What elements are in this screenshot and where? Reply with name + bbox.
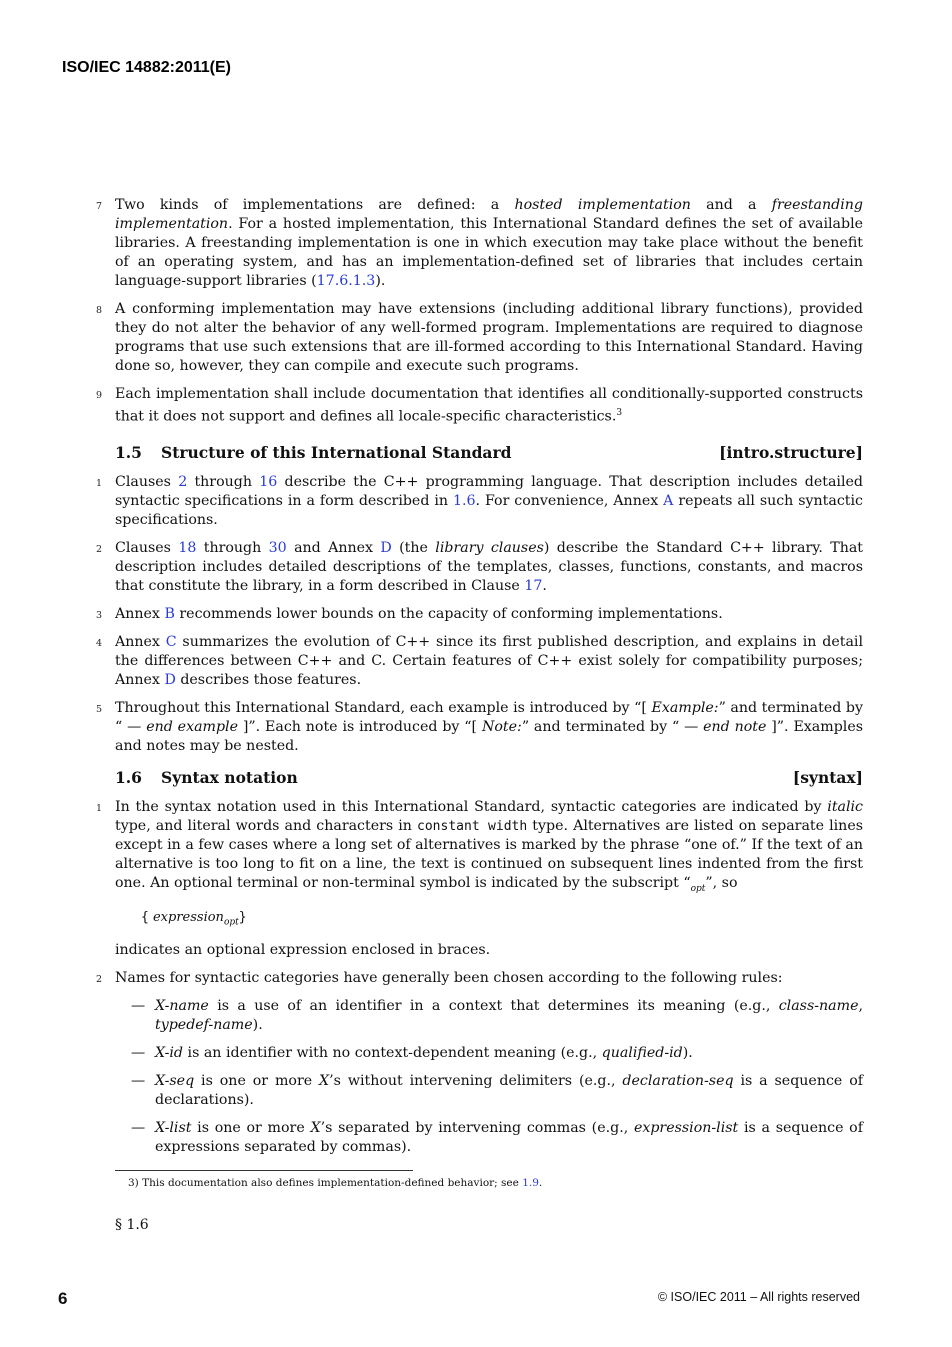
text-run: A conforming implementation may have extensions (including additional library functions), provided they do not alter the behavior of any well-formed program. Implementations are required to diagnose programs that use such extensions that are ill-formed according to this International Standard. Having done so, however, they can compile and execute such programs. <box>115 301 863 374</box>
cross-reference-link[interactable]: D <box>380 539 392 556</box>
code-open-brace: { <box>141 909 149 925</box>
text-run: Annex <box>115 605 165 622</box>
text-run: Names for syntactic categories have generally been chosen according to the following rules: <box>115 970 783 987</box>
text-run: ]”. Examples and notes may be nested. <box>115 718 864 754</box>
paragraph-number: 4 <box>95 637 102 649</box>
paragraph-1-6-2 <box>95 969 863 988</box>
section-title-1-6 <box>115 768 298 787</box>
cross-reference-link[interactable]: 17.6.1.3 <box>316 273 376 289</box>
code-subscript: opt <box>223 917 239 928</box>
italic-text: X <box>319 1073 330 1090</box>
italic-text: X-id <box>155 1045 184 1062</box>
paragraph-number: 1 <box>95 477 102 489</box>
italic-text: typedef-name <box>155 1017 253 1034</box>
text-run: Throughout this International Standard, each example is introduced by “[ <box>115 699 652 716</box>
paragraph <box>95 473 863 530</box>
paragraph-number: 3 <box>95 609 102 621</box>
cross-reference-link[interactable]: 2 <box>178 473 188 490</box>
text-run: recommends lower bounds on the capacity of conforming implementations. <box>174 605 723 622</box>
copyright-notice: © ISO/IEC 2011 – All rights reserved <box>657 1290 860 1304</box>
bullet-dash: — <box>131 1073 146 1090</box>
text-run: Two kinds of implementations are defined: a <box>115 197 515 213</box>
cross-reference-link[interactable]: A <box>663 492 674 509</box>
italic-text: qualified-id <box>601 1045 683 1062</box>
text-run: through <box>196 539 269 556</box>
italic-text: declaration-seq <box>622 1073 734 1090</box>
bullet-item <box>115 1072 863 1110</box>
section-heading-1-5 <box>115 443 863 462</box>
text-run: and Annex <box>286 539 381 556</box>
italic-text: Note: <box>481 718 522 735</box>
cross-reference-link[interactable]: D <box>164 671 176 688</box>
section-number: 1.5 <box>115 442 142 462</box>
text-run: describe the C++ programming language. That description includes detailed syntactic specifications in a form described in <box>115 473 863 509</box>
text-run: 3) This documentation also defines implementation-defined behavior; see <box>128 1177 523 1190</box>
paragraph-number: 7 <box>95 201 102 212</box>
text-run: ” and terminated by “ — <box>521 718 704 735</box>
italic-text: class-name <box>778 998 859 1015</box>
section-tag: [syntax] <box>792 767 863 787</box>
paragraph-number: 8 <box>95 305 102 316</box>
text-run: ’s without intervening delimiters (e.g., <box>329 1073 623 1090</box>
section-heading-1-6 <box>115 768 863 787</box>
paragraph-number: 2 <box>95 974 102 986</box>
text-run: type, and literal words and characters in <box>115 817 418 834</box>
code-example <box>141 908 863 933</box>
text-run: ]”. Each note is introduced by “[ <box>238 718 482 735</box>
text-run: ) describe the Standard C++ library. That description includes detailed descriptions of the templates, classes, functions, constants, and macros that constitute the library, in a form described in Clause <box>115 539 864 594</box>
italic-text: freestanding implementation <box>115 197 863 232</box>
text-run: is a sequence of expressions separated by commas). <box>155 1120 863 1156</box>
bullet-dash: — <box>131 1045 146 1062</box>
code-expression: expression <box>152 909 224 925</box>
text-run: . <box>542 577 547 594</box>
section-reference: § 1.6 <box>115 1217 149 1234</box>
section-title-1-5 <box>115 443 511 462</box>
italic-text: library clauses <box>435 539 544 556</box>
page-body <box>95 196 864 1235</box>
footnote-marker[interactable]: 3 <box>616 408 623 418</box>
text-run: type. Alternatives are listed on separate lines except in a few cases where a long set of alternatives is marked by the phrase “one of.” If the text of an alternative is too long to fit on a line, the text is continued on subsequent lines indented from the first one. An optional terminal or non-terminal symbol is indicated by the subscript “ <box>115 817 863 891</box>
section-number: 1.6 <box>115 767 142 787</box>
paragraph-number: 5 <box>95 703 102 715</box>
paragraph <box>95 633 863 690</box>
italic-text: X-name <box>155 998 209 1015</box>
document-header: ISO/IEC 14882:2011(E) <box>62 59 231 76</box>
italic-text: X-list <box>155 1120 192 1137</box>
text-run: is an identifier with no context-dependent meaning (e.g., <box>183 1045 602 1062</box>
cross-reference-link[interactable]: 18 <box>178 539 197 556</box>
text-run: is one or more <box>194 1073 320 1090</box>
cross-reference-link[interactable]: 1.6 <box>452 492 476 509</box>
text-run: Annex <box>115 633 166 650</box>
italic-text: X-seq <box>155 1073 195 1090</box>
section-tag: [intro.structure] <box>719 442 863 462</box>
bullet-dash: — <box>131 998 146 1015</box>
paragraph <box>95 798 863 899</box>
text-run: Each implementation shall include documentation that identifies all conditionally-supported constructs that it does not support and defines all locale-specific characteristics. <box>115 386 863 425</box>
paragraph <box>95 699 864 756</box>
text-run: repeats all such syntactic specifications. <box>115 492 863 528</box>
paragraph <box>95 605 863 624</box>
paragraphs-1-6 <box>95 798 863 899</box>
italic-text: italic <box>827 798 863 815</box>
paragraph-number: 2 <box>95 543 102 555</box>
text-run: ). <box>252 1017 263 1034</box>
text-run: Clauses <box>115 473 179 490</box>
text-run: through <box>187 473 260 490</box>
cross-reference-link[interactable]: 1.9 <box>522 1177 539 1190</box>
cross-reference-link[interactable]: 16 <box>259 473 278 490</box>
text-run: describes those features. <box>175 671 362 688</box>
text-run: . <box>538 1177 543 1190</box>
italic-text: X <box>310 1120 321 1137</box>
italic-text: end example <box>146 718 238 735</box>
text-run: ). <box>682 1045 693 1062</box>
paragraph <box>95 539 864 596</box>
footnote <box>128 1176 863 1190</box>
text-run: . For convenience, Annex <box>475 492 664 509</box>
text-run: and a <box>690 197 772 213</box>
text-run: ’s separated by intervening commas (e.g., <box>320 1120 634 1137</box>
paragraphs-1-5 <box>95 473 864 756</box>
italic-text: end note <box>703 718 767 735</box>
footnote-rule <box>115 1170 413 1171</box>
text-run: In the syntax notation used in this International Standard, syntactic categories are indicated by <box>115 798 828 815</box>
text-run: ”, so <box>705 874 738 891</box>
text-run: ” and terminated by “ — <box>115 699 863 735</box>
paragraph-number: 1 <box>95 802 102 814</box>
cross-reference-link[interactable]: B <box>164 605 175 622</box>
text-run: is one or more <box>191 1120 311 1137</box>
text-run: ). <box>375 273 386 289</box>
text-run: (the <box>391 539 436 556</box>
subscript-text: opt <box>690 883 706 894</box>
text-run: is a use of an identifier in a context that determines its meaning (e.g., <box>208 998 779 1015</box>
paragraph-number: 9 <box>95 390 102 401</box>
paragraph <box>95 969 863 988</box>
paragraph <box>95 196 863 291</box>
section-title: Structure of this International Standard <box>161 442 512 462</box>
text-run: . For a hosted implementation, this International Standard defines the set of available libraries. A freestanding implementation is one in which execution may take place without the benefit of an operating system, and has an implementation-defined set of libraries that includes certain language-support libraries ( <box>115 216 863 289</box>
bullet-list <box>115 997 863 1157</box>
text-run: is a sequence of declarations). <box>155 1073 863 1109</box>
cross-reference-link[interactable]: 30 <box>268 539 287 556</box>
cross-reference-link[interactable]: C <box>165 633 177 650</box>
bullet-dash: — <box>131 1120 146 1137</box>
bullet-item <box>115 997 863 1035</box>
italic-text: Example: <box>651 699 719 716</box>
text-run: summarizes the evolution of C++ since its first published description, and explains in detail the differences between C++ and C. Certain features of C++ exist solely for compatibility purposes; Annex <box>115 633 863 688</box>
bullet-item <box>115 1044 863 1063</box>
text-run: Clauses <box>115 539 179 556</box>
italic-text: expression-list <box>633 1120 739 1137</box>
after-code-text: indicates an optional expression enclosed in braces. <box>115 942 491 959</box>
section-title: Syntax notation <box>161 767 298 787</box>
italic-text: hosted implementation <box>514 197 691 213</box>
cross-reference-link[interactable]: 17 <box>524 577 543 594</box>
text-run: , <box>858 998 863 1015</box>
paragraph <box>95 300 863 376</box>
paragraphs-1-4 <box>95 196 863 427</box>
paragraph <box>95 385 863 427</box>
page-number: 6 <box>58 1289 68 1308</box>
code-close-brace: } <box>238 909 247 925</box>
code-text: constant width <box>417 818 528 834</box>
bullet-item <box>115 1119 863 1157</box>
